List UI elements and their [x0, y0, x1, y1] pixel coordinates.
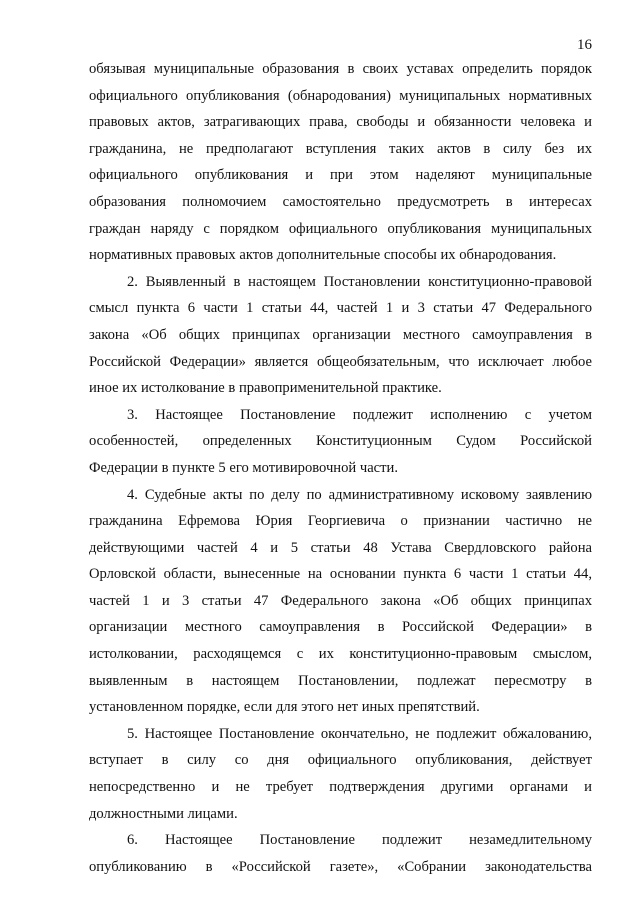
text-line: гражданина, не предполагают вступления таких актов в силу без их	[89, 140, 592, 157]
text-line: гражданина Ефремова Юрия Георгиевича о признании частично не	[89, 513, 592, 530]
text-line: опубликованию в «Российской газете», «Собрании законодательства	[89, 858, 592, 875]
text-line: иное их истолкование в правоприменительной практике.	[89, 380, 442, 397]
text-line: организации местного самоуправления в Российской Федерации» в	[89, 619, 592, 636]
paragraph	[89, 56, 592, 269]
text-line: закона «Об общих принципах организации местного самоуправления в	[89, 326, 592, 343]
text-line: выявленным в настоящем Постановлении, подлежат пересмотру в	[89, 672, 592, 689]
text-line: образования полномочием самостоятельно предусмотреть в интересах	[89, 193, 592, 210]
paragraph	[89, 482, 592, 721]
paragraph	[89, 827, 592, 880]
text-line: установленном порядке, если для этого нет иных препятствий.	[89, 699, 480, 716]
text-line: 5. Настоящее Постановление окончательно, не подлежит обжалованию,	[127, 725, 592, 742]
text-line: частей 1 и 3 статьи 47 Федерального закона «Об общих принципах	[89, 592, 592, 609]
paragraph	[89, 402, 592, 482]
text-line: 4. Судебные акты по делу по административному исковому заявлению	[127, 486, 592, 503]
text-line: 3. Настоящее Постановление подлежит исполнению с учетом	[127, 406, 592, 423]
text-line: Орловской области, вынесенные на основании пункта 6 части 1 статьи 44,	[89, 566, 592, 583]
text-line: обязывая муниципальные образования в своих уставах определить порядок	[89, 61, 592, 77]
text-line: Федерации в пункте 5 его мотивировочной части.	[89, 459, 398, 476]
text-line: смысл пункта 6 части 1 статьи 44, частей 1 и 3 статьи 47 Федерального	[89, 300, 592, 317]
text-line: непосредственно и не требует подтверждения другими органами и	[89, 779, 592, 796]
text-line: 6. Настоящее Постановление подлежит незамедлительному	[127, 832, 592, 849]
text-line: граждан наряду с порядком официального опубликования муниципальных	[89, 220, 592, 237]
paragraph	[89, 721, 592, 827]
text-line: вступает в силу со дня официального опубликования, действует	[89, 752, 592, 769]
text-line: особенностей, определенных Конституционным Судом Российской	[89, 433, 592, 450]
text-line: истолковании, расходящемся с их конституционно-правовым смыслом,	[89, 646, 592, 663]
page-number: 16	[577, 37, 592, 53]
text-line: Российской Федерации» является общеобязательным, что исключает любое	[89, 353, 592, 370]
text-line: должностными лицами.	[89, 805, 238, 822]
text-line: правовых актов, затрагивающих права, свободы и обязанности человека и	[89, 114, 592, 131]
text-line: 2. Выявленный в настоящем Постановлении конституционно-правовой	[127, 273, 592, 290]
text-line: официального опубликования (обнародования) муниципальных нормативных	[89, 87, 592, 104]
paragraph	[89, 269, 592, 402]
text-line: нормативных правовых актов дополнительные способы их обнародования.	[89, 247, 557, 264]
text-line: действующими частей 4 и 5 статьи 48 Устава Свердловского района	[89, 539, 592, 556]
document-body	[89, 56, 592, 880]
text-line: официального опубликования и при этом наделяют муниципальные	[89, 167, 592, 184]
